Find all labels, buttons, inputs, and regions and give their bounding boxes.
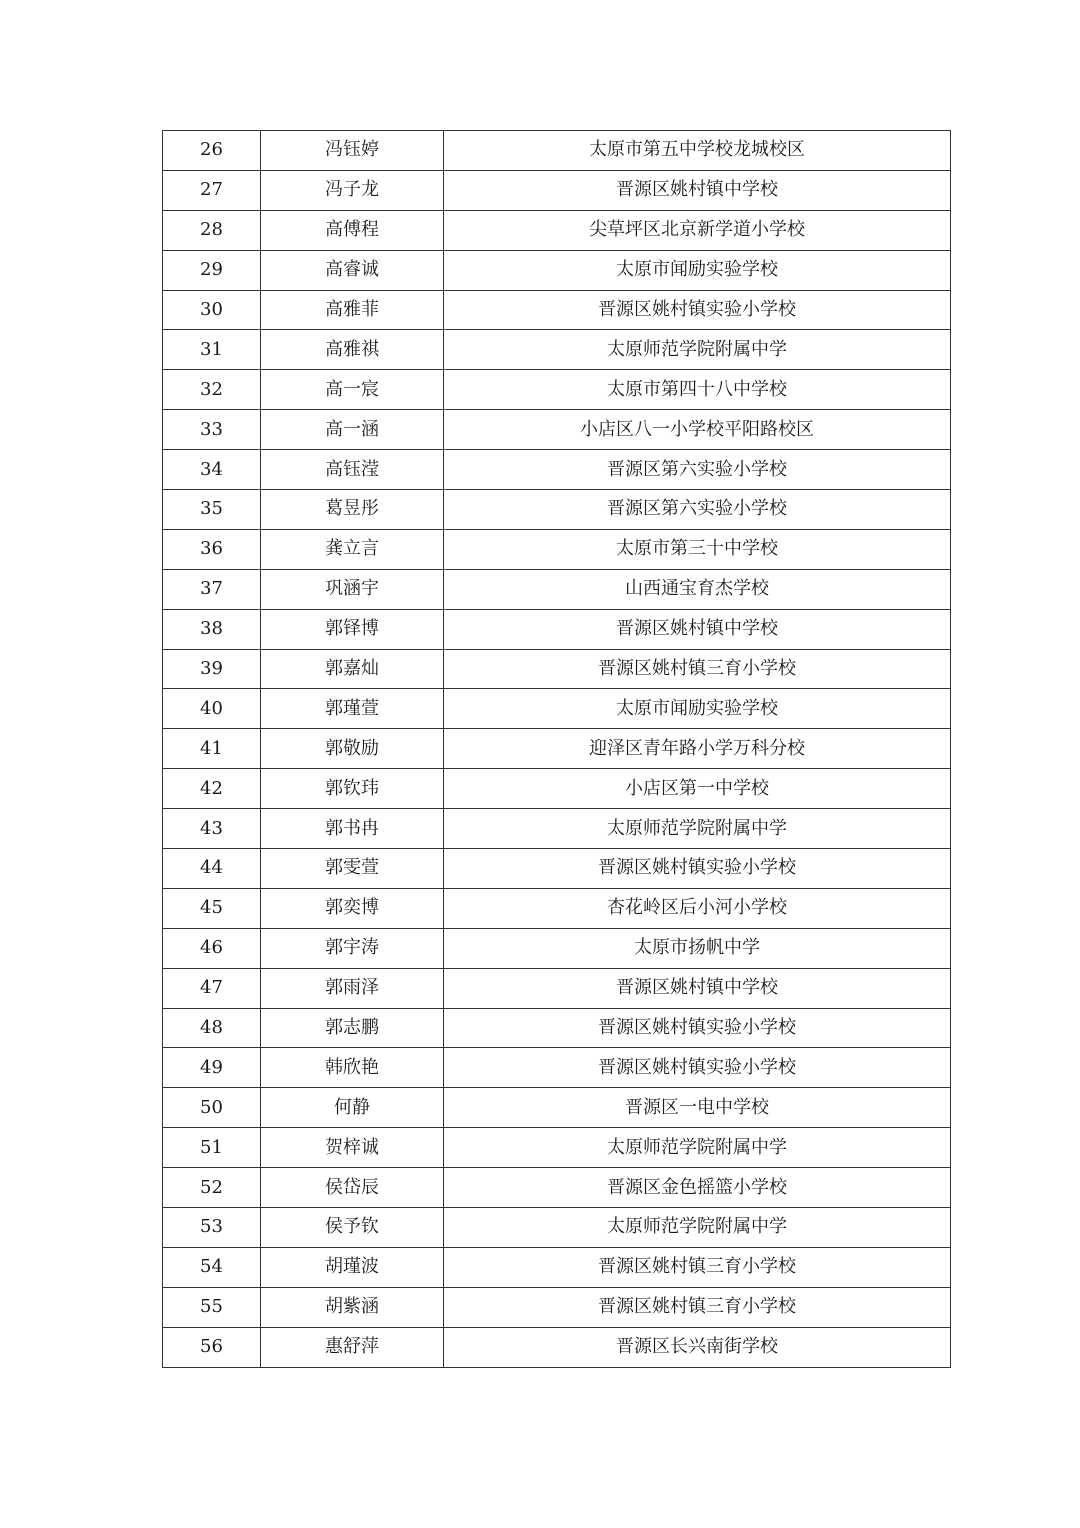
student-name-cell: 郭书冉 — [261, 809, 444, 849]
row-number-cell: 40 — [163, 689, 261, 729]
row-number-cell: 45 — [163, 888, 261, 928]
row-number-cell: 51 — [163, 1128, 261, 1168]
table-row — [163, 131, 951, 171]
student-name-cell: 郭钦玮 — [261, 769, 444, 809]
table-row — [163, 609, 951, 649]
student-name-cell: 郭志鹏 — [261, 1008, 444, 1048]
table-row — [163, 1128, 951, 1168]
school-name-cell: 晋源区姚村镇实验小学校 — [444, 290, 951, 330]
school-name-cell: 晋源区姚村镇三育小学校 — [444, 1287, 951, 1327]
school-name-cell: 太原市闻励实验学校 — [444, 689, 951, 729]
student-name-cell: 郭瑾萱 — [261, 689, 444, 729]
table-row — [163, 769, 951, 809]
row-number-cell: 38 — [163, 609, 261, 649]
table-row — [163, 1048, 951, 1088]
row-number-cell: 56 — [163, 1327, 261, 1367]
table-row — [163, 849, 951, 889]
table-row — [163, 1327, 951, 1367]
student-name-cell: 高睿诚 — [261, 250, 444, 290]
school-name-cell: 太原市第五中学校龙城校区 — [444, 131, 951, 171]
student-name-cell: 高雅菲 — [261, 290, 444, 330]
student-name-cell: 韩欣艳 — [261, 1048, 444, 1088]
row-number-cell: 30 — [163, 290, 261, 330]
school-name-cell: 晋源区姚村镇中学校 — [444, 968, 951, 1008]
row-number-cell: 46 — [163, 928, 261, 968]
student-name-cell: 高钰滢 — [261, 450, 444, 490]
table-row — [163, 1287, 951, 1327]
school-name-cell: 晋源区姚村镇实验小学校 — [444, 1048, 951, 1088]
row-number-cell: 52 — [163, 1168, 261, 1208]
row-number-cell: 44 — [163, 849, 261, 889]
student-name-cell: 胡瑾波 — [261, 1247, 444, 1287]
student-name-cell: 龚立言 — [261, 529, 444, 569]
school-name-cell: 晋源区姚村镇实验小学校 — [444, 849, 951, 889]
school-name-cell: 山西通宝育杰学校 — [444, 569, 951, 609]
row-number-cell: 32 — [163, 370, 261, 410]
student-name-cell: 何静 — [261, 1088, 444, 1128]
school-name-cell: 太原师范学院附属中学 — [444, 330, 951, 370]
student-name-cell: 郭宇涛 — [261, 928, 444, 968]
row-number-cell: 27 — [163, 170, 261, 210]
school-name-cell: 太原市扬帆中学 — [444, 928, 951, 968]
table-row — [163, 370, 951, 410]
row-number-cell: 41 — [163, 729, 261, 769]
student-name-cell: 惠舒萍 — [261, 1327, 444, 1367]
table-row — [163, 649, 951, 689]
table-row — [163, 689, 951, 729]
table-row — [163, 1088, 951, 1128]
school-name-cell: 晋源区长兴南街学校 — [444, 1327, 951, 1367]
row-number-cell: 49 — [163, 1048, 261, 1088]
school-name-cell: 晋源区姚村镇实验小学校 — [444, 1008, 951, 1048]
row-number-cell: 36 — [163, 529, 261, 569]
row-number-cell: 33 — [163, 410, 261, 450]
school-name-cell: 晋源区一电中学校 — [444, 1088, 951, 1128]
student-name-cell: 郭奕博 — [261, 888, 444, 928]
table-row — [163, 170, 951, 210]
table-row — [163, 1208, 951, 1248]
student-name-cell: 高傅程 — [261, 210, 444, 250]
row-number-cell: 39 — [163, 649, 261, 689]
row-number-cell: 28 — [163, 210, 261, 250]
school-name-cell: 尖草坪区北京新学道小学校 — [444, 210, 951, 250]
school-name-cell: 迎泽区青年路小学万科分校 — [444, 729, 951, 769]
row-number-cell: 50 — [163, 1088, 261, 1128]
school-name-cell: 晋源区第六实验小学校 — [444, 490, 951, 530]
row-number-cell: 34 — [163, 450, 261, 490]
student-name-cell: 高雅祺 — [261, 330, 444, 370]
student-name-cell: 侯岱辰 — [261, 1168, 444, 1208]
table-row — [163, 410, 951, 450]
roster-body — [163, 131, 951, 1368]
student-name-cell: 葛昱彤 — [261, 490, 444, 530]
student-name-cell: 高一涵 — [261, 410, 444, 450]
table-row — [163, 928, 951, 968]
row-number-cell: 53 — [163, 1208, 261, 1248]
school-name-cell: 晋源区姚村镇中学校 — [444, 609, 951, 649]
school-name-cell: 太原市第四十八中学校 — [444, 370, 951, 410]
table-row — [163, 968, 951, 1008]
school-name-cell: 晋源区金色摇篮小学校 — [444, 1168, 951, 1208]
school-name-cell: 晋源区第六实验小学校 — [444, 450, 951, 490]
student-name-cell: 冯子龙 — [261, 170, 444, 210]
table-row — [163, 809, 951, 849]
table-row — [163, 529, 951, 569]
row-number-cell: 43 — [163, 809, 261, 849]
table-row — [163, 210, 951, 250]
row-number-cell: 47 — [163, 968, 261, 1008]
row-number-cell: 35 — [163, 490, 261, 530]
row-number-cell: 55 — [163, 1287, 261, 1327]
table-row — [163, 1247, 951, 1287]
row-number-cell: 26 — [163, 131, 261, 171]
table-row — [163, 290, 951, 330]
student-name-cell: 郭铎博 — [261, 609, 444, 649]
student-name-cell: 高一宸 — [261, 370, 444, 410]
student-name-cell: 贺梓诚 — [261, 1128, 444, 1168]
school-name-cell: 太原师范学院附属中学 — [444, 809, 951, 849]
school-name-cell: 杏花岭区后小河小学校 — [444, 888, 951, 928]
school-name-cell: 小店区八一小学校平阳路校区 — [444, 410, 951, 450]
table-row — [163, 569, 951, 609]
table-row — [163, 250, 951, 290]
student-name-cell: 巩涵宇 — [261, 569, 444, 609]
row-number-cell: 29 — [163, 250, 261, 290]
student-name-cell: 冯钰婷 — [261, 131, 444, 171]
row-number-cell: 42 — [163, 769, 261, 809]
student-name-cell: 郭嘉灿 — [261, 649, 444, 689]
school-name-cell: 晋源区姚村镇三育小学校 — [444, 649, 951, 689]
school-name-cell: 晋源区姚村镇中学校 — [444, 170, 951, 210]
table-row — [163, 1008, 951, 1048]
student-name-cell: 郭敬励 — [261, 729, 444, 769]
table-row — [163, 729, 951, 769]
school-name-cell: 晋源区姚村镇三育小学校 — [444, 1247, 951, 1287]
school-name-cell: 太原市闻励实验学校 — [444, 250, 951, 290]
table-row — [163, 490, 951, 530]
row-number-cell: 54 — [163, 1247, 261, 1287]
table-row — [163, 330, 951, 370]
school-name-cell: 小店区第一中学校 — [444, 769, 951, 809]
student-name-cell: 郭雯萱 — [261, 849, 444, 889]
row-number-cell: 48 — [163, 1008, 261, 1048]
row-number-cell: 37 — [163, 569, 261, 609]
school-name-cell: 太原师范学院附属中学 — [444, 1128, 951, 1168]
school-name-cell: 太原市第三十中学校 — [444, 529, 951, 569]
row-number-cell: 31 — [163, 330, 261, 370]
table-row — [163, 888, 951, 928]
student-name-cell: 郭雨泽 — [261, 968, 444, 1008]
table-row — [163, 1168, 951, 1208]
school-name-cell: 太原师范学院附属中学 — [444, 1208, 951, 1248]
student-name-cell: 胡紫涵 — [261, 1287, 444, 1327]
student-name-cell: 侯予钦 — [261, 1208, 444, 1248]
student-roster-table — [162, 130, 951, 1368]
table-row — [163, 450, 951, 490]
